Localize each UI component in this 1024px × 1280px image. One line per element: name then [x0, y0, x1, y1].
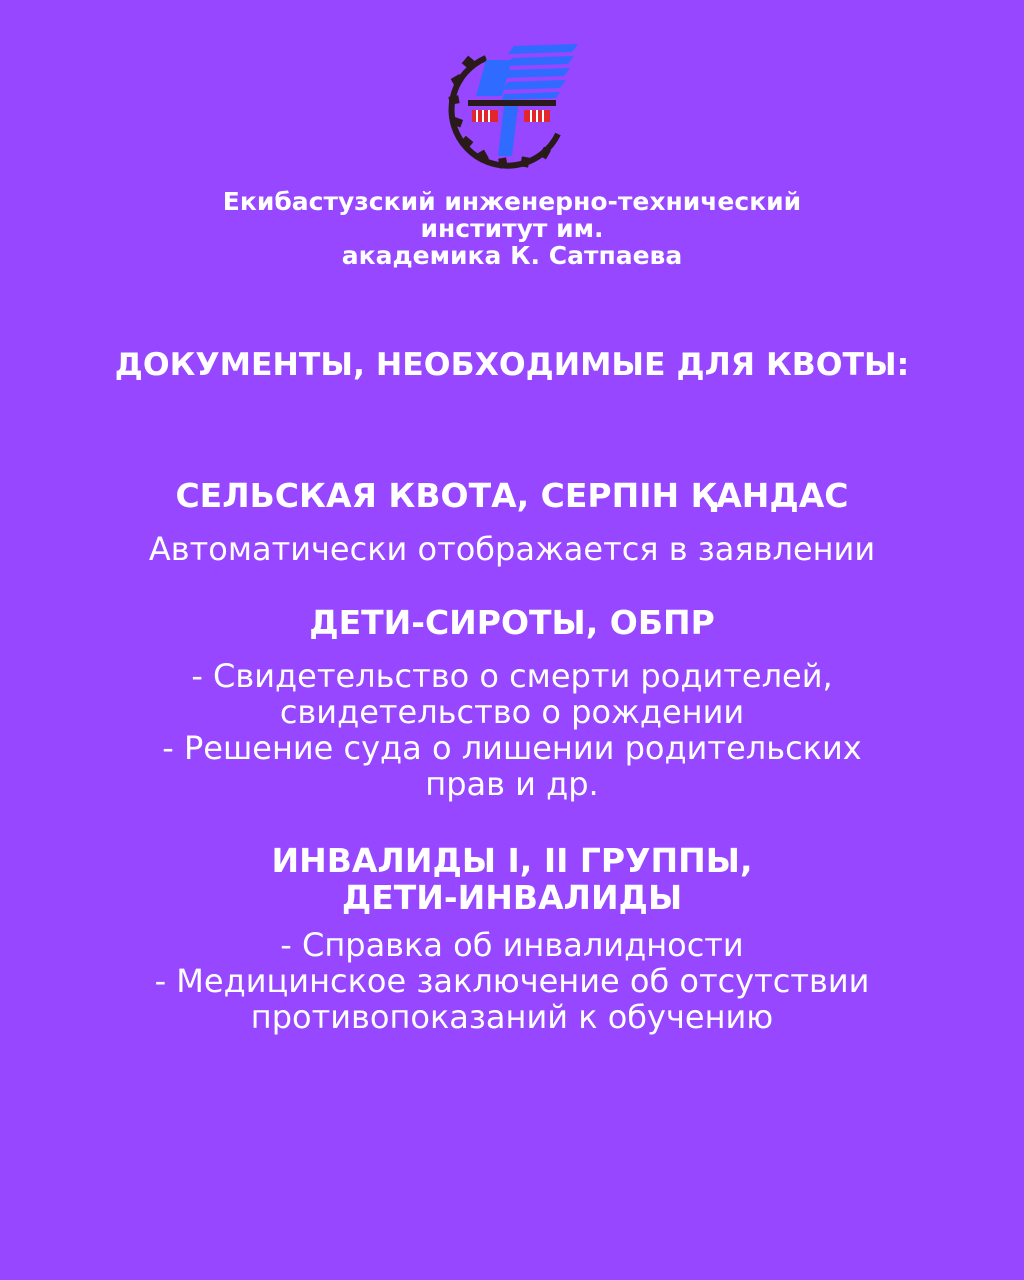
section-title-line: ИНВАЛИДЫ I, II ГРУППЫ, [271, 841, 753, 880]
section-title-line: ДЕТИ-ИНВАЛИДЫ [341, 878, 683, 917]
institute-name-line: институт им. [420, 214, 604, 243]
section-text-line: - Решение суда о лишении родительских [162, 729, 862, 767]
crossbar-icon [468, 100, 556, 106]
blue-flag-icon [476, 44, 578, 100]
section-text-line: - Свидетельство о смерти родителей, [191, 657, 833, 695]
section-text [0, 927, 1024, 1035]
section-title [0, 842, 1024, 916]
section-text [0, 531, 1024, 567]
quota-section-rural [0, 477, 1024, 567]
section-text [0, 658, 1024, 802]
institute-name [0, 188, 1024, 269]
institute-emblem-icon [446, 38, 580, 170]
t-stem-icon [498, 106, 518, 156]
section-title [0, 477, 1024, 514]
section-text-line: Автоматически отображается в заявлении [148, 530, 876, 568]
quota-section-orphans [0, 604, 1024, 802]
institute-name-line: Екибастузский инженерно-технический [222, 187, 802, 216]
section-text-line: противопоказаний к обучению [250, 998, 774, 1036]
section-title-line: ДЕТИ-СИРОТЫ, ОБПР [309, 603, 715, 642]
section-text-line: - Медицинское заключение об отсутствии [154, 962, 870, 1000]
institute-name-line: академика К. Сатпаева [341, 241, 683, 270]
page-title: ДОКУМЕНТЫ, НЕОБХОДИМЫЕ ДЛЯ КВОТЫ: [114, 347, 910, 383]
section-text-line: прав и др. [425, 765, 599, 803]
section-title [0, 604, 1024, 641]
section-text-line: свидетельство о рождении [279, 693, 745, 731]
section-text-line: - Справка об инвалидности [280, 926, 744, 964]
quota-section-disabled [0, 842, 1024, 1035]
section-title-line: СЕЛЬСКАЯ КВОТА, СЕРПІН ҚАНДАС [175, 476, 849, 515]
